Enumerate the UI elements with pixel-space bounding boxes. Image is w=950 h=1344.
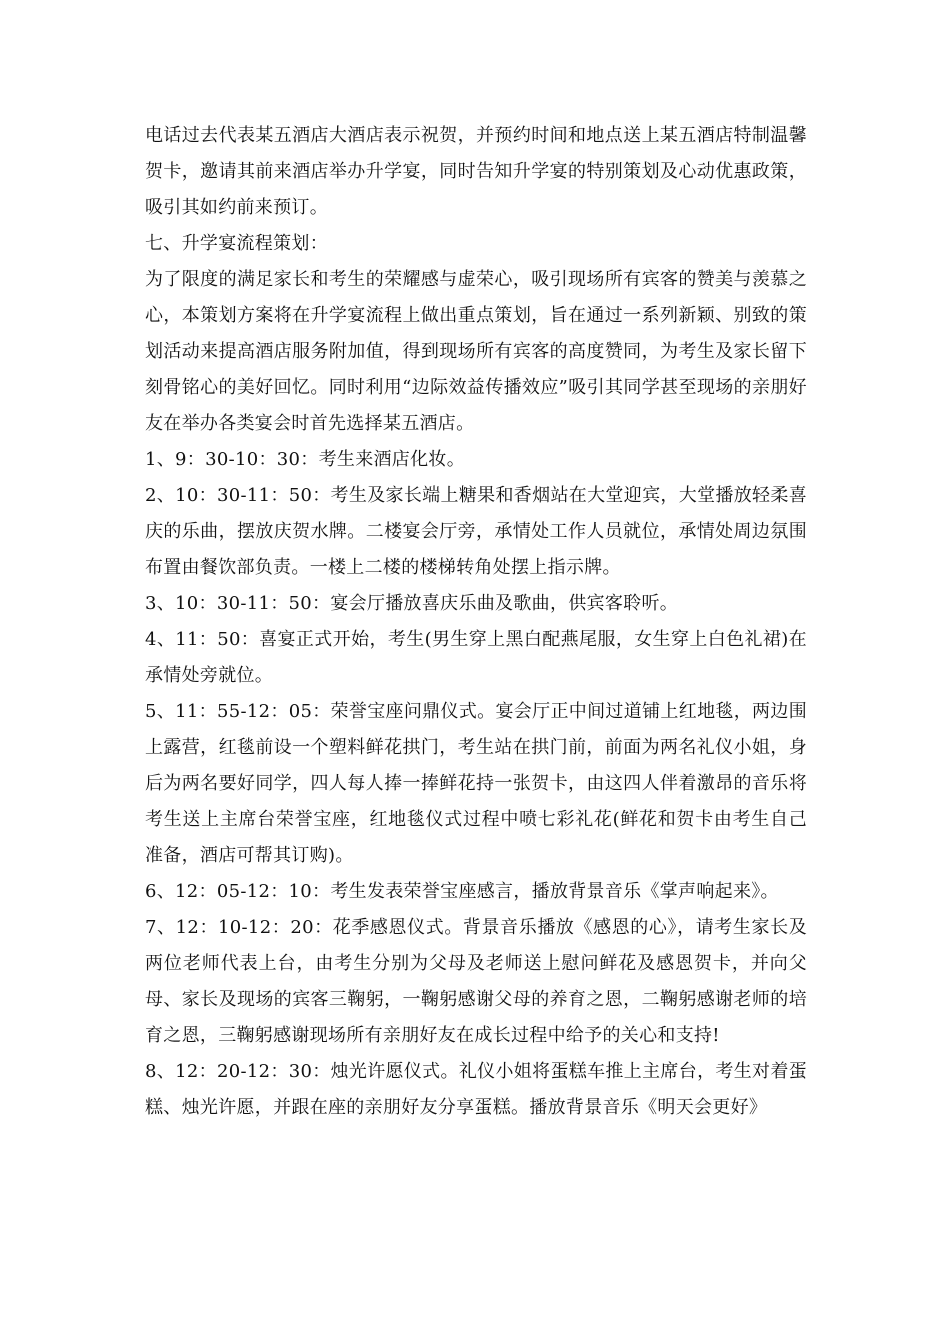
list-item-step-3: 3、10：30-11：50：宴会厅播放喜庆乐曲及歌曲，供宾客聆听。 — [145, 593, 679, 614]
list-item-step-6: 6、12：05-12：10：考生发表荣誉宝座感言，播放背景音乐《掌声响起来》。 — [145, 881, 779, 902]
list-item-step-8: 8、12：20-12：30：烛光许愿仪式。礼仪小姐将蛋糕车推上主席台，考生对着蛋糕、烛光许愿，并跟在座的亲朋好友分享蛋糕。播放背景音乐《明天会更好》 — [145, 1061, 807, 1118]
list-item-step-5: 5、11：55-12：05：荣誉宝座问鼎仪式。宴会厅正中间过道铺上红地毯，两边围上露营，红毯前设一个塑料鲜花拱门，考生站在拱门前，前面为两名礼仪小姐，身后为两名要好同学，四人每人捧一捧鲜花持一张贺卡，由这四人伴着激昂的音乐将考生送上主席台荣誉宝座，红地毯仪式过程中喷七彩礼花(鲜花和贺卡由考生自己准备，酒店可帮其订购)。 — [145, 701, 807, 866]
list-item-step-4: 4、11：50：喜宴正式开始，考生(男生穿上黑白配燕尾服，女生穿上白色礼裙)在承情处旁就位。 — [145, 629, 807, 686]
section-heading-flow-plan: 七、升学宴流程策划： — [145, 233, 328, 254]
paragraph-flow-purpose: 为了限度的满足家长和考生的荣耀感与虚荣心，吸引现场所有宾客的赞美与羡慕之心，本策划方案将在升学宴流程上做出重点策划，旨在通过一系列新颖、别致的策划活动来提高酒店服务附加值，得到现场所有宾客的高度赞同，为考生及家长留下刻骨铭心的美好回忆。同时利用“边际效益传播效应”吸引其同学甚至现场的亲朋好友在举办各类宴会时首先选择某五酒店。 — [145, 269, 807, 434]
list-item-step-7: 7、12：10-12：20：花季感恩仪式。背景音乐播放《感恩的心》，请考生家长及两位老师代表上台，由考生分别为父母及老师送上慰问鲜花及感恩贺卡，并向父母、家长及现场的宾客三鞠躬，一鞠躬感谢父母的养育之恩，二鞠躬感谢老师的培育之恩，三鞠躬感谢现场所有亲朋好友在成长过程中给予的关心和支持! — [145, 917, 807, 1046]
document-page — [145, 118, 807, 1126]
list-item-step-2: 2、10：30-11：50：考生及家长端上糖果和香烟站在大堂迎宾，大堂播放轻柔喜庆的乐曲，摆放庆贺水牌。二楼宴会厅旁，承情处工作人员就位，承情处周边氛围布置由餐饮部负责。一楼上二楼的楼梯转角处摆上指示牌。 — [145, 485, 807, 578]
list-item-step-1: 1、9：30-10：30：考生来酒店化妆。 — [145, 449, 465, 470]
paragraph-intro-continuation: 电话过去代表某五酒店大酒店表示祝贺，并预约时间和地点送上某五酒店特制温馨贺卡，邀请其前来酒店举办升学宴，同时告知升学宴的特别策划及心动优惠政策，吸引其如约前来预订。 — [145, 125, 807, 218]
